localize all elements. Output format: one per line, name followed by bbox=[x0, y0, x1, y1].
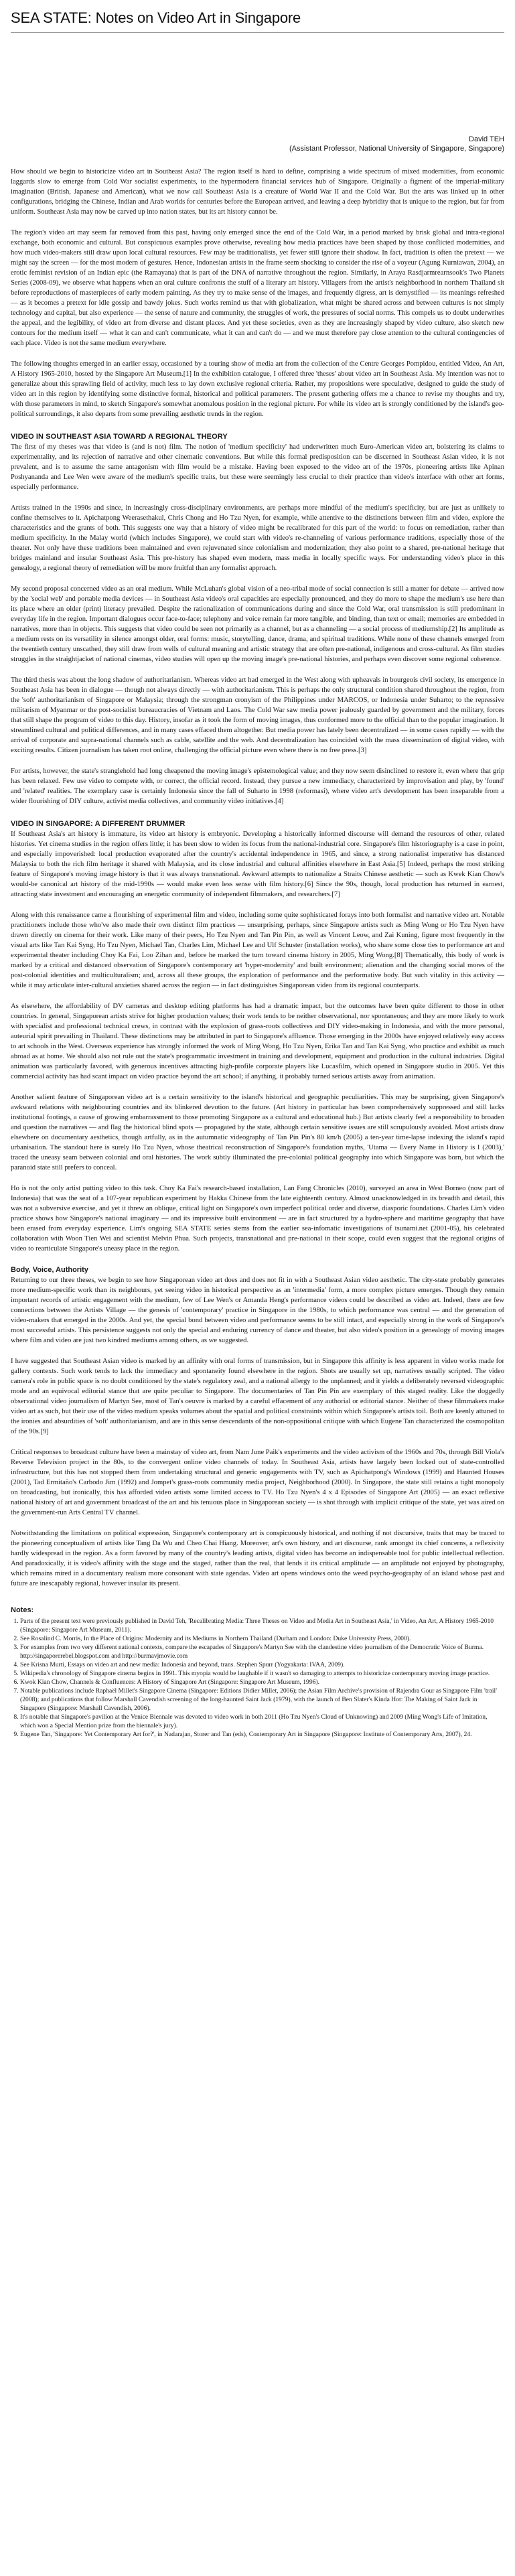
author-affiliation: (Assistant Professor, National University of Singapore, Singapore) bbox=[289, 145, 504, 153]
article-title: SEA STATE: Notes on Video Art in Singapore bbox=[11, 9, 301, 26]
body-paragraph: The third thesis was about the long shadow of authoritarianism. Whereas video art had emerged in the West along with upheavals in bourgeois civil society, its emergence in Southeast Asia has been in dialogue — though not always directly — with authoritarianism. This is perhaps the only structural condition shared throughout the region, from the 'soft' authoritarianism of Singapore or Malaysia; through the strongman cronyism of the Philippines under MARCOS, or Indonesia under Suharto; to the repressive militarism of Myanmar or the post-socialist bureaucracies of Vietnam and Laos. The Cold War saw media power jealously guarded by government and the military, forces that still shape the program of video to this day. History, insofar as it took the form of moving images, thus conformed more to the official than to the popular imagination. It streamlined cultural and political differences, and in many cases effaced them altogether. But media power has lately been decentralized — in some cases rapidly — with the arrival of corporate and supra-national channels such as cable, satellite and the web. And decentralization has coincided with the mass dissemination of digital video, with exciting results. Citizen journalism has taken root online, challenging the official picture even where there is no free press.[3] bbox=[11, 676, 504, 754]
notes-heading: Notes: bbox=[11, 1606, 34, 1614]
footnote: 7. Notable publications include Raphaël Millet's Singapore Cinema (Singapore: Editions Didier Millet, 2006); the Asian Film Archive's provision of Rajendra Gour as Singapore Film 'trail' (2008); and publications that follow Marshall Cavendish screening of the long-haunted Saint Jack (1979), with the launch of Ben Slater's Kinda Hot: The Making of Saint Jack in Singapore (Singapore: Marshall Cavendish, 2006). bbox=[20, 1687, 504, 1713]
body-paragraph: My second proposal concerned video as an oral medium. While McLuhan's global vision of a neo-tribal mode of social connection is still a matter for debate — arrived now by the 'social web' and portable media devices — in Southeast Asia video's oral capacities are especially pronounced, and they do more to shape the medium's use here than its place where an older (print) literacy prevailed. Despite the rationalization of communications during and since the Cold War, oral transmission is still predominant in everyday life in the region. Important dialogues occur face-to-face; telephony and voice remain far more tangible, and binding, than text or email; memories are embedded in narratives, more than in objects. This suggests that video could be seen not primarily as a channel, but as a channeling — a social process of mediumship.[2] Its amplitude as a medium rests on its versatility in silence amongst older, oral forms: music, storytelling, dance, drama, and spiritual traditions. While none of these channels emerged from the twentieth century unscathed, they still draw from wells of cultural meaning and artistic strategy that are often pre-national, indigenous and cross-cultural. As film studies struggles in the straightjacket of national cinemas, video studies will open up the moving image's pre-national histories, and perhaps even discover some regional coherence. bbox=[11, 585, 504, 663]
body-paragraph: For artists, however, the state's stranglehold had long cheapened the moving image's epistemological value; and they now seem disinclined to restore it, even where that grip has been relaxed. Few use video to compete with, or correct, the official record. Instead, they pursue a new immediacy, characterized by improvisation and play, by 'found' and 'related' realities. The exemplary case is certainly Indonesia since the fall of Suharto in 1998 (reformasi), where video art's development has been inseparable from a wider flourishing of DIY culture, activist media collectives, and community video initiatives.[4] bbox=[11, 768, 504, 805]
author-block bbox=[11, 135, 504, 153]
footnote: 1. Parts of the present text were previously published in David Teh, 'Recalibrating Media: Three Theses on Video and Media Art in Southeast Asia,' in Video, An Art, A History 1965-2010 (Singapore: Singapore Art Museum, 2011). bbox=[20, 1617, 504, 1634]
footnote: 3. For examples from two very different national contexts, compare the escapades of Singapore's Martyn See with the clandestine video journalism of the Democratic Voice of Burma. http://singaporerebel.blogspot.com and http://burmavjmovie.com bbox=[20, 1643, 504, 1660]
body-paragraph: Returning to our three theses, we begin to see how Singaporean video art does and does not fit in with a Southeast Asian video aesthetic. The city-state probably generates more medium-specific work than its neighbours, yet seeing video in historical perspective as an 'intermedia' form, a more complex picture emerges. Though they remain important records of artistic engagement with the medium, few of Lee Wen's or Amanda Heng's performance videos could be described as video art. Indeed, there are few connections between the Artists Village — the genesis of 'contemporary' practice in Singapore in the 1980s, to which performance was central — and the generation of video-makers that emerged in the 2000s. And yet, the special bond between video and performance seems to be still intact, and especially strong in the work of Singapore's most successful artists. This persistence suggests not only the special and enduring currency of dance and theater, but also video's position in a genealogy of moving images where film and video are just two kindred mediums among others, as we suggested. bbox=[11, 1277, 504, 1344]
body-paragraph: Ho is not the only artist putting video to this task. Choy Ka Fai's research-based installation, Lan Fang Chronicles (2010), surveyed an area in West Borneo (now part of Indonesia) that was the seat of a 107-year republican experiment by Hakka Chinese from the late eighteenth century. Almost unacknowledged in its breadth and detail, this was not a subversive exercise, and yet it threw an oblique, critical light on Singapore's own imperfect political order and diverse, diasporic foundations. Charles Lim's video practice shows how Singapore's national imaginary — and its impressive built environment — are in fact structured by a hydro-sphere and maritime geography that have been erased from everyday experience. Lim's ongoing SEA STATE series stems from the earlier sea-infomatic investigations of tsunami.net (2001-05), his celebrated collaboration with Woon Tien Wei and scientist Melvin Phua. Such projects, transnational and pre-national in their scope, could even suggest that the regional origins of video to rearticulate Singapore's uneasy place in the region. bbox=[11, 1185, 504, 1253]
notes-list bbox=[11, 1617, 504, 1739]
body-paragraph: If Southeast Asia's art history is immature, its video art history is embryonic. Developing a historically informed discourse will demand the resources of other, related histories. Yet cinema studies in the region offers little; it has been slow to widen its focus from the national-industrial core. Singapore's film historiography is a case in point, and especially impoverished: local production evaporated after the country's accidental independence in 1965, and since, a strong nationalist imperative has distanced Malaysia to both the rich film heritage it shared with Malaysia, and its close industrial and cultural affinities elsewhere in East Asia.[5] Indeed, perhaps the most striking feature of Singapore's moving image history is that it was always transnational. Awkward attempts to nationalize a Straits Chinese aesthetic — such as Kwek Kian Chow's would-be canonical art history of the mid-1990s — would make even less sense with film history.[6] Since the 90s, though, local production has returned in earnest, attracting state investment and encouraging an energetic community of independent filmmakers, and researchers.[7] bbox=[11, 831, 504, 898]
body-paragraph: Artists trained in the 1990s and since, in increasingly cross-disciplinary environments, are perhaps more mindful of the medium's specificity, but are just as unlikely to confine themselves to it. Apichatpong Weerasethakul, Chris Chong and Ho Tzu Nyen, for example, while attentive to the distinctions between film and video, explore the characteristics and the grants of both. This suggests one way that a history of video might be recalibrated for this part of the world: to focus on remediation, rather than medium specificity. In the Malay world (which includes Singapore), we could start with video's re-channeling of various performance traditions, especially those of the theater. Not only have these traditions been maintained and even rejuvenated since colonialism and modernization; they also point to a shared, pre-national heritage that bridges mainland and insular Southeast Asia. This pre-history has shaped even modern, mass media in locally specific ways. For understanding video's place in this genealogy, a regional theory of remediation will be more fruitful than any formalist approach. bbox=[11, 504, 504, 572]
author-name: David TEH bbox=[469, 135, 504, 143]
footnote: 4. See Krisna Murti, Essays on video art and new media: Indonesia and beyond, trans. Stephen Spurr (Yogyakarta: IVAA, 2009). bbox=[20, 1660, 504, 1669]
footnote: 8. It's notable that Singapore's pavilion at the Venice Biennale was devoted to video work in both 2011 (Ho Tzu Nyen's Cloud of Unknowing) and 2009 (Ming Wong's Life of Imitation, which won a Special Mention prize from the biennale's jury). bbox=[20, 1713, 504, 1730]
section-heading: VIDEO IN SINGAPORE: A DIFFERENT DRUMMER bbox=[11, 820, 186, 828]
body-paragraph: As elsewhere, the affordability of DV cameras and desktop editing platforms has had a dramatic impact, but the outcomes have been quite different to those in other countries. In general, Singaporean artists strive for higher production values; their work tends to be neither observational, nor spontaneous; and they are more likely to work with specialist and professional technical crews, in contrast with the explosion of grass-roots collectives and DIY video-making in Indonesia, and with the more personal, auteurial spirit prevailing in Thailand. These distinctions may be attributed in part to Singapore's affluence. Those emerging in the 2000s have enjoyed relatively easy access to art schools in the West. Overseas experience has strongly informed the work of Ming Wong, Ho Tzu Nyen, Erika Tan and Tan Kai Syng, who practice and exhibit as much abroad as at home. We should also not rule out the state's programmatic investment in training and development, equipment and production in the cultural industries. Digital animation was particularly favored, with generous incentives attracting high-profile corporate players like Lucasfilm, which opened in Singapore studio in 2005. Yet this commercial activity has had scant impact on video practice beyond the art school; if anything, it probably turned serious artists away from animation. bbox=[11, 1003, 504, 1080]
footnote: 9. Eugene Tan, 'Singapore: Yet Contemporary Art for?', in Nadarajan, Storer and Tan (eds), Contemporary Art in Singapore (Singapore: Institute of Contemporary Arts, 2007), 24. bbox=[20, 1730, 504, 1739]
body-paragraph: Along with this renaissance came a flourishing of experimental film and video, including some quite sophisticated forays into both formalist and narrative video art. Notable practitioners include those who've also made their own distinct film practices — unsurprising, perhaps, since Singapore artists such as Ming Wong or Ho Tzu Nyen have drawn directly on cinema for their work. Like many of their peers, Ho Tzu Nyen and Tan Pin Pin, as well as Vincent Leow, and Zai Kuning, figure most frequently in the visual arts like Tan Kai Syng, Ho Tzu Nyen, Michael Tan, Charles Lim, Michael Lee and Ulf Schuster (installation works), who share some close ties to performance art and experimental theater including Choy Ka Fai, Loo Zihan and, before he marked the turn toward cinema history in 2005, Ming Wong.[8] Thematically, this body of work is marked by a critical and distanced observation of Singapore's contemporary art 'hyper-modernity' and built environment; alienation and the changing social mores of the post-colonial identities and multiculturalism; and, across all these groups, the exploration of performance and the performative body. But such vitality in this activity — while it may articulate inter-cultural anxieties shared across the region — in fact distinguishes Singaporean video from its regional counterparts. bbox=[11, 912, 504, 989]
body-paragraph: I have suggested that Southeast Asian video is marked by an affinity with oral forms of transmission, but in Singapore this affinity is less apparent in video works made for gallery contexts. Such work tends to lack the immediacy and spontaneity found elsewhere in the region. Shots are usually set up, narratives usually scripted. The video camera's role in public space is no doubt conditioned by the state's regulatory zeal, and a national allergy to the unplanned; and it yields a deliberately reversed videographic mode and an equivocal editorial stance that are quite peculiar to Singapore. The documentaries of Tan Pin Pin are exemplary of this staged reality. Like the doggedly observational video journalism of Martyn See, most of Tan's oeuvre is marked by a careful effacement of any authorial or editorial stance. Neither of these filmmakers make video art as such, but their use of the video medium speaks volumes about the spatial and political constraints within which Singapore's artists toil. Both are keenly attuned to the ironies and absurdities of 'soft' authoritarianism, and are in this sense descendants of the non-oppositional critique with which Eugene Tan characterized the cosmopolitan of the 90s.[9] bbox=[11, 1358, 504, 1435]
footnote: 6. Kwok Kian Chow, Channels & Confluences: A History of Singapore Art (Singapore: Singapore Art Museum, 1996). bbox=[20, 1678, 504, 1687]
intro-paragraph: How should we begin to historicize video art in Southeast Asia? The region itself is hard to define, comprising a wide spectrum of mixed modernities, from economic laggards slow to emerge from Cold War socialist experiments, to the hypermodern financial services hub of Singapore. Originally a figment of the imperial-military imagination (British, Japanese and American), what we now call Southeast Asia is a creature of World War II and the Cold War. But the arts was linked up in other configurations, bridging the Chinese, Indian and Arab worlds for centuries before the European arrived, and leaving a deep hybridity that is unique to the region, but far from uniform. Southeast Asia may now be carved up into nation states, but its art history cannot be. bbox=[11, 168, 504, 216]
body-paragraph: The first of my theses was that video is (and is not) film. The notion of 'medium specificity' had underwritten much Euro-American video art, bolstering its claims to experimentality, and its rejection of narrative and other cinematic conventions. But while this formal predisposition can be discerned in Southeast Asian video, it is not prevalent, and is to assume the same antagonism with film would be a mistake. Having been exposed to the video art of the 1970s, pioneering artists like Apinan Poshyananda and Lee Wen were aware of the medium's specific traits, but these were seemingly less crucial to their practice than video's interface with other art forms, especially performance. bbox=[11, 443, 504, 491]
body-paragraph: Critical responses to broadcast culture have been a mainstay of video art, from Nam June Paik's experiments and the video activism of the 1960s and 70s, through Bill Viola's Reverse Television project in the 80s, to the convergent online video channels of today. In Southeast Asia, artists have largely been locked out of state-controlled infrastructure, but this has not stopped them from undertaking structural and generic engagements with TV, such as Apichatpong's Windows (1999) and Haunted Houses (2001), Tad Ermitaño's Carbodo Jim (1992) and Jompet's grass-roots community media project, Neighborhood (2000). In Singapore, the state still retains a tight monopoly on broadcasting, but ironically, this has afforded video artists some limited access to TV. Ho Tzu Nyen's 4 x 4 Episodes of Singapore Art (2005) — an exact reflexive national history of art and government broadcast of the art and his tenuous place in Singaporean society — is shot through with implicit critique of the state, yet was aired on the government-run Arts Central TV channel. bbox=[11, 1449, 504, 1516]
section-heading: VIDEO IN SOUTHEAST ASIA TOWARD A REGIONAL THEORY bbox=[11, 433, 228, 441]
intro-paragraph: The region's video art may seem far removed from this past, having only emerged since the end of the Cold War, in a period marked by brisk global and intra-regional exchange, both economic and cultural. But conspicuous examples prove otherwise, revealing how media practices have been shaped by those conflicted modernities, and how much video-makers still draw upon local cultural resources. Few may be traditionalists, yet fewer still ignore their shadow. In fact, tradition is often the pretext — we might say the screen — for the most modern of gestures. Hence, Indonesian artists in the frame seem shocking to consider the rise of a voyeur (Agung Kurniawan, 2004), an erotic feminist revision of an Indian epic (the Ramayana) that is part of the DNA of narrative throughout the region. Similarly, in Araya Rasdjarmrearnsook's Two Planets Series (2008-09), we observe what happens when an oral culture confronts the stuff of a literary art history. Villagers from the artist's neighborhood in northern Thailand sit before reproductions of masterpieces of early modern painting. As they try to make sense of the images, and frequently digress, art is demystified — its meanings refreshed — as it becomes a pretext for idle gossip and bawdy jokes. Such works remind us that with globalization, what might be shared across and between cultures is not simply technology and capital, but also experience — the sense of nature and community, the struggles of work, the pressures of social norms. This compels us to doubt underwrites the appeal, and the legibility, of video art from diverse and distant places. And yet these societies, even as they are increasingly shaped by video culture, also sketch new contours for the medium itself — what it can and can't communicate, what it can and can't do — and we must therefore pay close attention to the cultural contingencies of each place. Video is not the same medium everywhere. bbox=[11, 229, 504, 347]
footnote: 2. See Rosalind C. Morris, In the Place of Origins: Modernity and its Mediums in Northern Thailand (Durham and London: Duke University Press, 2000). bbox=[20, 1634, 504, 1643]
body-paragraph: Another salient feature of Singaporean video art is a certain sensitivity to the island's historical and geographic peculiarities. This may be surprising, given Singapore's awkward relations with neighbouring countries and its blinkered devotion to the future. (Art history in particular has been comprehensively suppressed and still lacks institutional footings, a cause of growing embarrassment to those promoting Singapore as a cultural and educational hub.) But artists clearly feel a responsibility to broaden and question the narratives — and flag the historical blind spots — propagated by the state, although certain sensitive issues are still scrupulously avoided. Most artists draw elsewhere on documentary aesthetics, though artfully, as in the autumnatic videography of Tan Pin Pin's 80 km/h (2005) a ten-year time-lapse indexing the island's rapid urbanisation. The standout here is surely Ho Tzu Nyen, whose theatrical reconstruction of Singapore's foundation myths, 'Utama — Every Name in History is I (2003),' traced the uneasy seam between colonial and oral histories. The work subtly illuminated the pre-colonial political geography into which Singapore was born, but which the paranoid state still prefers to conceal. bbox=[11, 1094, 504, 1171]
article-body bbox=[11, 167, 504, 1739]
title-divider bbox=[11, 32, 504, 33]
intro-paragraph: The following thoughts emerged in an earlier essay, occasioned by a touring show of media art from the collection of the Centre Georges Pompidou, entitled Video, An Art, A History 1965-2010, hosted by the Singapore Art Museum.[1] In the exhibition catalogue, I offered three 'theses' about video art in Southeast Asia. My intention was not to generalize about this sprawling field of activity, much less to lay down exclusive regional criteria. Rather, my propositions were speculative, designed to guide the study of video art in this region by identifying some distinctive formal, historical and political parameters. The present gathering offers me a chance to revise my thoughts and try, with those parameters in mind, to sketch Singapore's somewhat anomalous position in the regional picture. For while its video art is strongly conditioned by the island's geo-political surroundings, it also departs from some prevailing aesthetic trends in the region. bbox=[11, 360, 504, 418]
footnote: 5. Wikipedia's chronology of Singapore cinema begins in 1991. This myopia would be laughable if it wasn't so damaging to attempts to historicize contemporary moving image practice. bbox=[20, 1669, 504, 1678]
body-paragraph: Notwithstanding the limitations on political expression, Singapore's contemporary art is conspicuously historical, and nothing if not discursive, traits that may be traced to the pioneering conceptualism of artists like Tang Da Wu and Cheo Chai Hiang. Moreover, art's own history, and art discourse, rank amongst its chief concerns, a reflexivity hardly widespread in the region. As a form favored by many of the country's leading artists, digital video has become an indispensable tool for public intellectual reflection. And paradoxically, it is video's affinity with the stage and the staged, rather than the real, that lends it its critical amplitude — an amplitude not enjoyed by photography, which remains mired in a documentary realism more consonant with state agendas. Video art opens windows onto the weed psycho-geography of an island whose past and future are inescapably regional, however insular its present. bbox=[11, 1530, 504, 1587]
subsection-heading: Body, Voice, Authority bbox=[11, 1266, 88, 1274]
